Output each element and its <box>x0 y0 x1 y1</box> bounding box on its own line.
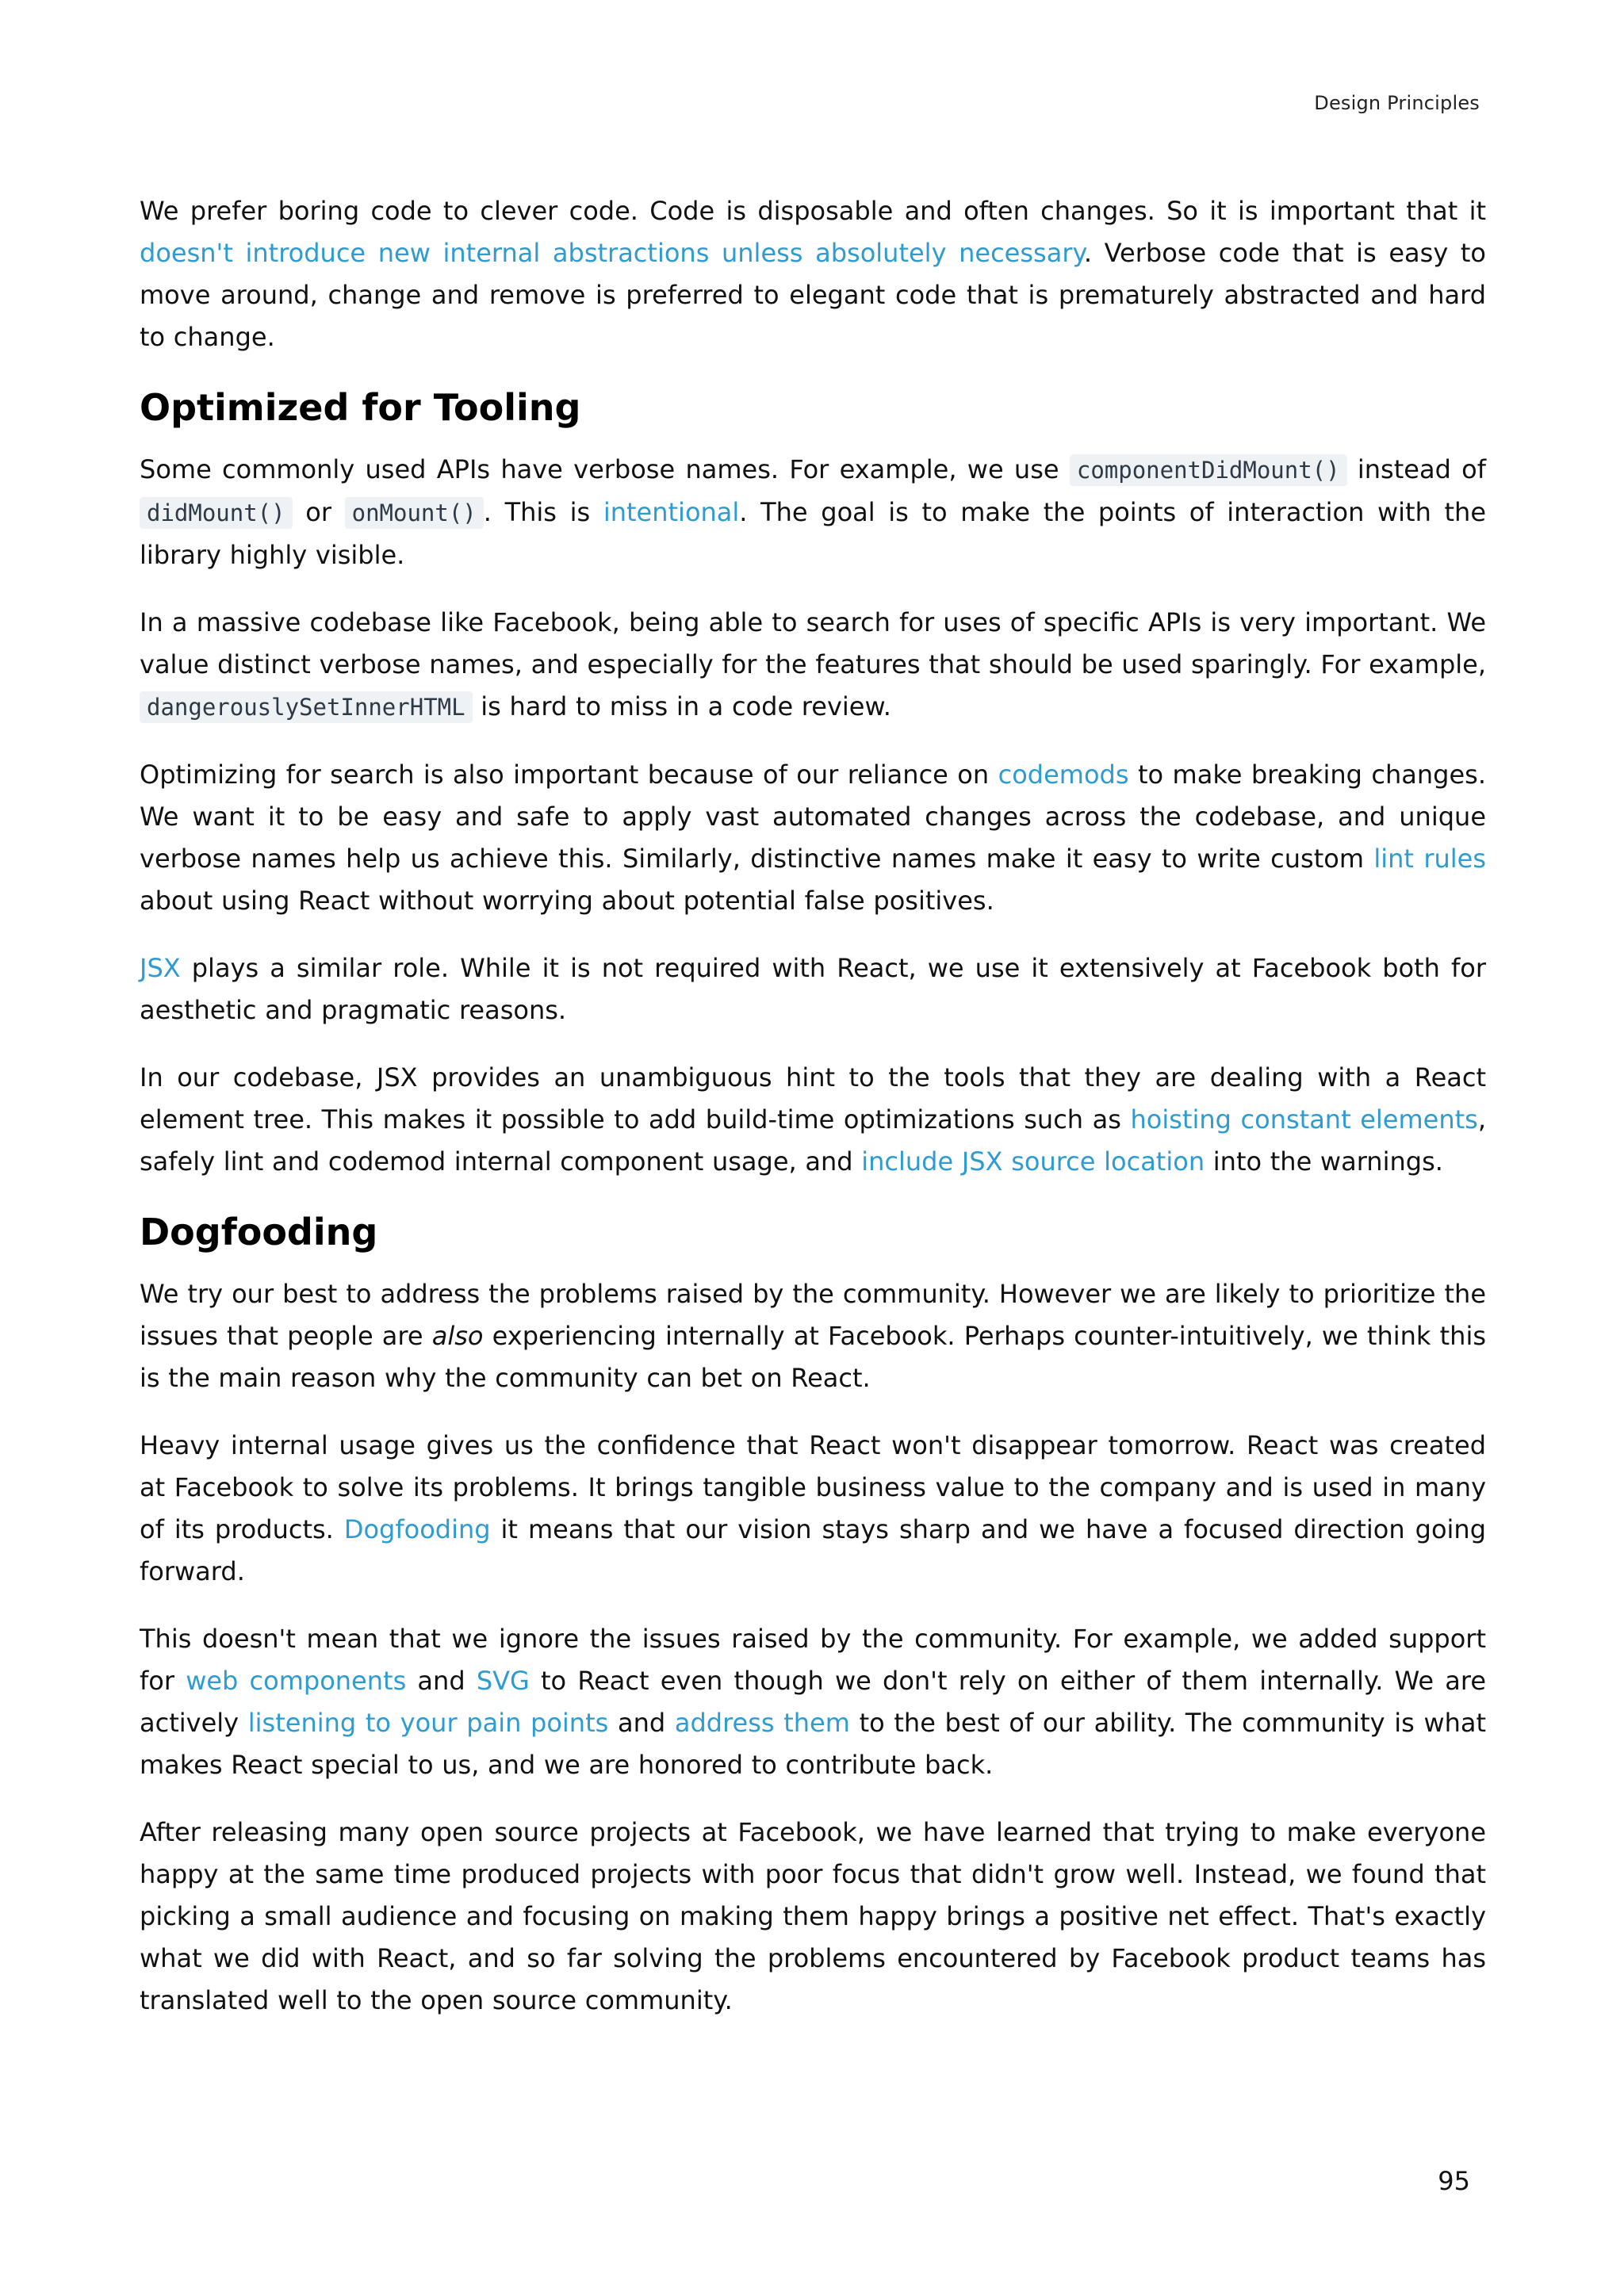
dogfooding-paragraph-2: Heavy internal usage gives us the confidence that React won't disappear tomorrow. React was created at Facebook to solve its problems. It brings tangible business value to the company and is used in many of its products. Dogfooding it means that our vision stays sharp and we have a focused direction going forward. <box>140 1430 1487 1586</box>
dogfooding-paragraph-4: After releasing many open source projects at Facebook, we have learned that trying to make everyone happy at the same time produced projects with poor focus that didn't grow well. Instead, we found that picking a small audience and focusing on making them happy brings a positive net effect. That's exactly what we did with React, and so far solving the problems encountered by Facebook product teams has translated well to the open source community. <box>140 1817 1486 2015</box>
tooling-paragraph-4: JSX plays a similar role. While it is not required with React, we use it extensively at Facebook both for aesthetic and pragmatic reasons. <box>140 953 1486 1025</box>
tooling-paragraph-1: Some commonly used APIs have verbose names. For example, we use componentDidMount() instead of didMount() or onMount() . This is intentional. The goal is to make the points of interaction with the library highly visible. <box>140 454 1487 570</box>
heading-optimized-for-tooling: Optimized for Tooling <box>140 386 581 429</box>
dogfooding-paragraph-3: This doesn't mean that we ignore the issues raised by the community. For example, we added support for web components and SVG to React even though we don't rely on either of them internally. We are actively listening to your pain points and address them to the best of our ability. The community is what makes React special to us, and we are honored to contribute back. <box>140 1624 1487 1780</box>
link-dogfooding[interactable]: Dogfooding <box>343 1514 491 1544</box>
heading-dogfooding: Dogfooding <box>140 1211 378 1253</box>
link-codemods[interactable]: codemods <box>998 760 1129 790</box>
link-listening-to-pain-points[interactable]: listening to your pain points <box>247 1708 609 1738</box>
link-intentional[interactable]: intentional <box>603 497 740 527</box>
link-lint-rules[interactable]: lint rules <box>1373 844 1487 874</box>
running-header: Design Principles <box>1314 92 1480 114</box>
link-hoisting-constant-elements[interactable]: hoisting constant elements <box>1130 1104 1478 1135</box>
page-number: 95 <box>1438 2166 1470 2196</box>
link-web-components[interactable]: web components <box>186 1666 407 1696</box>
tooling-paragraph-2: In a massive codebase like Facebook, being able to search for uses of specific APIs is very important. We value distinct verbose names, and especially for the features that should be used sparingly. For example, dangerouslySetInnerHTML is hard to miss in a code review. <box>140 607 1486 721</box>
inline-code: componentDidMount() <box>1070 454 1347 486</box>
main-content <box>140 190 1486 2047</box>
link-jsx[interactable]: JSX <box>140 953 181 983</box>
intro-paragraph: We prefer boring code to clever code. Code is disposable and often changes. So it is important that it doesn't introduce new internal abstractions unless absolutely necessary. Verbose code that is easy to move around, change and remove is preferred to elegant code that is prematurely abstracted and hard to change. <box>140 196 1487 352</box>
emphasis-text: also <box>431 1321 484 1351</box>
inline-code: didMount() <box>140 497 293 529</box>
link-new-internal-abstractions[interactable]: doesn't introduce new internal abstractions unless absolutely necessary <box>140 238 1084 268</box>
inline-code: dangerouslySetInnerHTML <box>140 691 473 723</box>
tooling-paragraph-3: Optimizing for search is also important because of our reliance on codemods to make breaking changes. We want it to be easy and safe to apply vast automated changes across the codebase, and unique verbose names help us achieve this. Similarly, distinctive names make it easy to write custom lint rules about using React without worrying about potential false positives. <box>140 760 1487 916</box>
dogfooding-paragraph-1: We try our best to address the problems raised by the community. However we are likely to prioritize the issues that people are also experiencing internally at Facebook. Perhaps counter-intuitively, we think this is the main reason why the community can bet on React. <box>140 1279 1487 1393</box>
inline-code: onMount() <box>345 497 484 529</box>
link-include-jsx-source-location[interactable]: include JSX source location <box>861 1146 1205 1177</box>
link-address-them[interactable]: address them <box>674 1708 850 1738</box>
tooling-paragraph-5: In our codebase, JSX provides an unambiguous hint to the tools that they are dealing with a React element tree. This makes it possible to add build-time optimizations such as hoisting constant elements, safely lint and codemod internal component usage, and include JSX source location into the warnings. <box>140 1062 1487 1177</box>
link-svg[interactable]: SVG <box>476 1666 530 1696</box>
